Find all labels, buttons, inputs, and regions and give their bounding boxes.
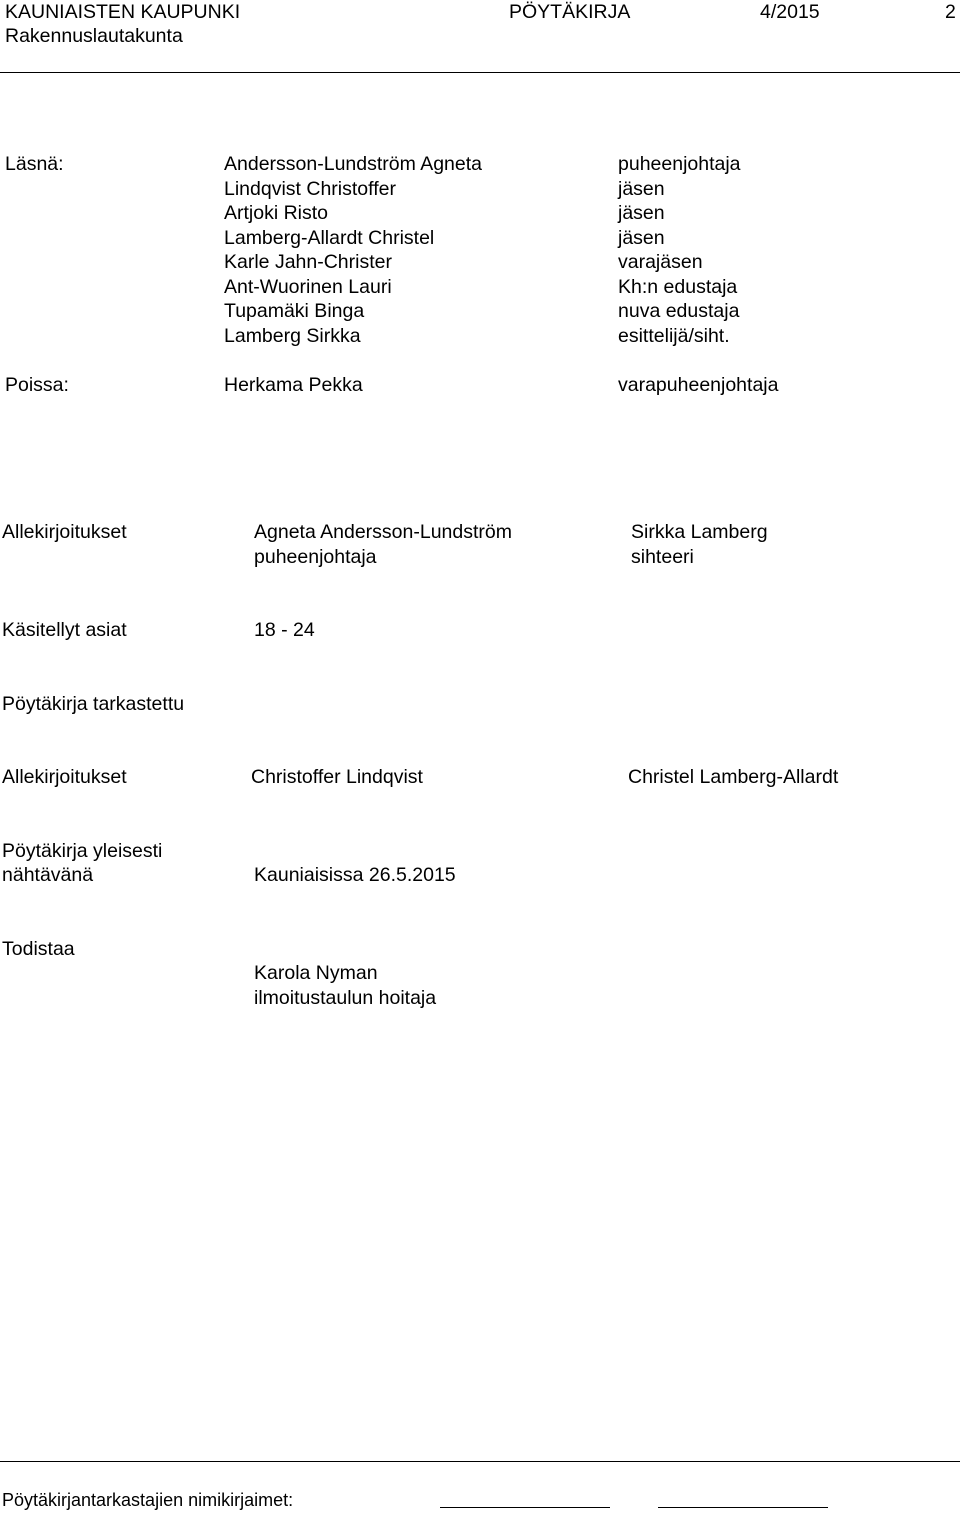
member-name: Lamberg-Allardt Christel xyxy=(224,226,435,249)
initials-line-2 xyxy=(658,1507,828,1508)
member-name: Lindqvist Christoffer xyxy=(224,177,396,200)
member-role: jäsen xyxy=(618,177,665,200)
checker-signatures-label: Allekirjoitukset xyxy=(2,766,127,788)
footer-rule xyxy=(0,1461,960,1462)
member-role: Kh:n edustaja xyxy=(618,275,738,298)
items-label: Käsitellyt asiat xyxy=(2,619,127,641)
member-role: puheenjohtaja xyxy=(618,153,741,175)
public-label-line2: nähtävänä xyxy=(2,864,94,886)
header-rule xyxy=(0,72,960,73)
member-name: Ant-Wuorinen Lauri xyxy=(224,275,392,298)
items-value: 18 - 24 xyxy=(254,619,315,641)
secretary-title: sihteeri xyxy=(631,546,694,568)
present-roles xyxy=(618,152,741,348)
checked-label: Pöytäkirja tarkastettu xyxy=(2,693,185,715)
member-name: Karle Jahn-Christer xyxy=(224,251,392,273)
header-page: 2 xyxy=(945,1,956,23)
footer-initials-label: Pöytäkirjantarkastajien nimikirjaimet: xyxy=(2,1490,294,1510)
checker-2-name: Christel Lamberg-Allardt xyxy=(628,766,839,788)
member-name: Lamberg Sirkka xyxy=(224,324,361,347)
member-name: Tupamäki Binga xyxy=(224,300,365,322)
header-body: Rakennuslautakunta xyxy=(5,25,183,47)
member-role: nuva edustaja xyxy=(618,300,740,322)
signatures-label: Allekirjoitukset xyxy=(2,521,127,543)
certify-label: Todistaa xyxy=(2,938,75,960)
present-names xyxy=(224,152,482,348)
header-number: 4/2015 xyxy=(760,1,820,23)
member-role: varajäsen xyxy=(618,251,703,273)
member-role: esittelijä/siht. xyxy=(618,324,730,347)
absent-name: Herkama Pekka xyxy=(224,374,363,396)
header-org: KAUNIAISTEN KAUPUNKI xyxy=(5,1,241,23)
member-name: Artjoki Risto xyxy=(224,202,329,224)
public-label-line1: Pöytäkirja yleisesti xyxy=(2,840,163,862)
initials-line-1 xyxy=(440,1507,610,1508)
member-role: jäsen xyxy=(618,202,665,224)
member-role: jäsen xyxy=(618,226,665,249)
absent-role: varapuheenjohtaja xyxy=(618,374,779,396)
header-doctype: PÖYTÄKIRJA xyxy=(509,1,631,23)
certify-title: ilmoitustaulun hoitaja xyxy=(254,987,437,1009)
secretary-name: Sirkka Lamberg xyxy=(631,521,768,543)
public-value: Kauniaisissa 26.5.2015 xyxy=(254,864,456,886)
member-name: Andersson-Lundström Agneta xyxy=(224,153,482,175)
chair-title: puheenjohtaja xyxy=(254,546,377,568)
checker-1-name: Christoffer Lindqvist xyxy=(251,766,423,788)
absent-label: Poissa: xyxy=(5,374,69,396)
certify-name: Karola Nyman xyxy=(254,962,378,984)
present-label: Läsnä: xyxy=(5,153,64,175)
chair-name: Agneta Andersson-Lundström xyxy=(254,521,512,543)
